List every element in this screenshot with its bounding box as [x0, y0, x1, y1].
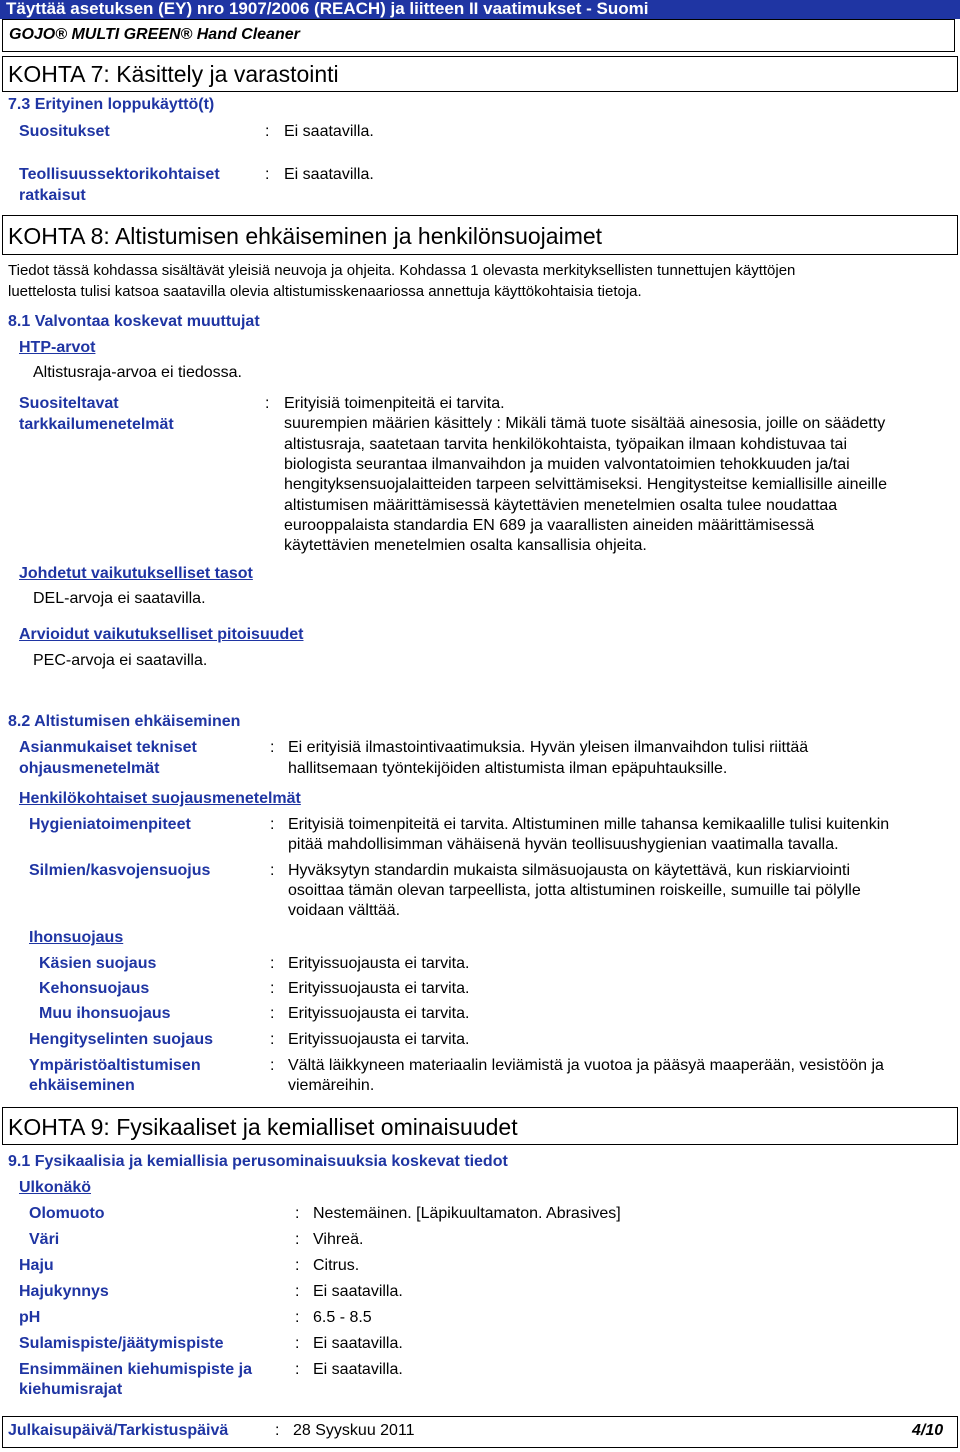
colon: :: [270, 980, 275, 997]
section8-title: KOHTA 8: Altistumisen ehkäiseminen ja henkilönsuojaimet: [8, 223, 603, 249]
revision-date-label: Julkaisupäivä/Tarkistuspäivä: [8, 1422, 229, 1439]
industry-solutions-label-line2: ratkaisut: [19, 187, 86, 204]
boiling-point-label-line1: Ensimmäinen kiehumispiste ja: [19, 1361, 252, 1378]
engineering-controls-label-line2: ohjausmenetelmät: [19, 760, 160, 777]
odor-threshold-label: Hajukynnys: [19, 1283, 109, 1300]
appearance-heading: Ulkonäkö: [19, 1179, 92, 1196]
page-number: 4/10: [912, 1422, 944, 1439]
monitoring-line: hengityksensuojalaitteiden tarpeen selvittämiseksi. Hengitysteitse kemiallisille aineille: [284, 476, 887, 494]
colon: :: [295, 1361, 300, 1378]
colon: :: [270, 816, 275, 833]
color-label: Väri: [29, 1231, 60, 1248]
htp-values-text: Altistusraja-arvoa ei tiedossa.: [33, 364, 242, 381]
colon: :: [265, 123, 270, 140]
monitoring-line: biologista seurantaa ilmanvaihdon ja muiden valvontatoimien tehokkuuden ja/tai: [284, 455, 850, 473]
section8-intro-line1: Tiedot tässä kohdassa sisältävät yleisiä neuvoja ja ohjeita. Kohdassa 1 olevasta merkityksellisten tunnettujen käyttöjen: [8, 262, 796, 279]
subsection-8-1-title: 8.1 Valvontaa koskevat muuttujat: [8, 313, 260, 330]
ph-label: pH: [19, 1309, 41, 1326]
environmental-exposure-label-line1: Ympäristöaltistumisen: [29, 1057, 201, 1074]
industry-solutions-value: Ei saatavilla.: [284, 166, 374, 183]
hygiene-line: Erityisiä toimenpiteitä ei tarvita. Altistuminen mille tahansa kemikaalille tulisi kuitenkin: [288, 816, 890, 833]
colon: :: [295, 1283, 300, 1300]
eye-protection-line: Hyväksytyn standardin mukaista silmäsuojausta on käytettävä, kun riskiarviointi: [288, 862, 851, 879]
odor-value: Citrus.: [313, 1257, 360, 1274]
product-name-box: [2, 19, 955, 52]
regulation-title: Täyttää asetuksen (EY) nro 1907/2006 (REACH) ja liitteen II vaatimukset - Suomi: [6, 0, 649, 18]
color-value: Vihreä.: [313, 1231, 364, 1248]
colon: :: [270, 739, 275, 756]
pec-text: PEC-arvoja ei saatavilla.: [33, 652, 208, 669]
colon: :: [295, 1335, 300, 1352]
recommendations-value: Ei saatavilla.: [284, 123, 374, 140]
melting-point-value: Ei saatavilla.: [313, 1335, 403, 1352]
environmental-exposure-line: Vältä läikkyneen materiaalin leviämistä ja vuotoa ja pääsyä maaperään, vesistöön ja: [288, 1057, 884, 1074]
skin-protection-heading: Ihonsuojaus: [29, 929, 124, 946]
respiratory-protection-value: Erityissuojausta ei tarvita.: [288, 1031, 470, 1048]
personal-protection-heading: Henkilökohtaiset suojausmenetelmät: [19, 790, 301, 807]
hand-protection-value: Erityissuojausta ei tarvita.: [288, 955, 470, 972]
colon: :: [270, 1057, 275, 1074]
colon: :: [295, 1309, 300, 1326]
monitoring-line: eurooppalaista standardia EN 689 ja vaarallisten aineiden määrittämisessä: [284, 516, 815, 534]
physical-state-label: Olomuoto: [29, 1205, 105, 1222]
monitoring-label-line1: Suositeltavat: [19, 395, 119, 412]
colon: :: [270, 1005, 275, 1022]
colon: :: [270, 955, 275, 972]
ph-value: 6.5 - 8.5: [313, 1309, 372, 1326]
section7-title: KOHTA 7: Käsittely ja varastointi: [8, 61, 339, 87]
subsection-7-3-title: 7.3 Erityinen loppukäyttö(t): [8, 96, 215, 113]
colon: :: [270, 1031, 275, 1048]
monitoring-label-line2: tarkkailumenetelmät: [19, 416, 174, 433]
colon: :: [295, 1231, 300, 1248]
footer-colon: :: [275, 1422, 280, 1439]
subsection-8-2-title: 8.2 Altistumisen ehkäiseminen: [8, 713, 241, 730]
industry-solutions-label-line1: Teollisuussektorikohtaiset: [19, 166, 220, 183]
monitoring-line: Erityisiä toimenpiteitä ei tarvita.: [284, 395, 505, 412]
del-text: DEL-arvoja ei saatavilla.: [33, 590, 206, 607]
section9-title: KOHTA 9: Fysikaaliset ja kemialliset ominaisuudet: [8, 1114, 518, 1140]
other-skin-protection-value: Erityissuojausta ei tarvita.: [288, 1005, 470, 1022]
boiling-point-value: Ei saatavilla.: [313, 1361, 403, 1378]
htp-values-heading: HTP-arvot: [19, 339, 96, 356]
recommendations-label: Suositukset: [19, 123, 110, 140]
hand-protection-label: Käsien suojaus: [39, 955, 157, 972]
revision-date-value: 28 Syyskuu 2011: [293, 1422, 415, 1439]
odor-label: Haju: [19, 1257, 54, 1274]
product-name: GOJO® MULTI GREEN® Hand Cleaner: [9, 26, 300, 43]
odor-threshold-value: Ei saatavilla.: [313, 1283, 403, 1300]
engineering-controls-line: hallitsemaan työntekijöiden altistumista ilman epäpuhtauksille.: [288, 760, 728, 777]
colon: :: [270, 862, 275, 879]
colon: :: [265, 166, 270, 183]
boiling-point-label-line2: kiehumisrajat: [19, 1381, 123, 1398]
other-skin-protection-label: Muu ihonsuojaus: [39, 1005, 171, 1022]
pec-heading: Arvioidut vaikutukselliset pitoisuudet: [19, 626, 304, 643]
eye-protection-line: osoittaa tämän olevan tarpeellista, jotta altistuminen roiskeille, sumuille tai pölylle: [288, 882, 861, 899]
monitoring-line: altistumisen määrittämisessä käytettävien menetelmien osalta tulee noudattaa: [284, 496, 838, 514]
colon: :: [265, 395, 270, 412]
monitoring-line: suurempien määrien käsittely : Mikäli tämä tuote sisältää ainesosia, joille on säädetty: [284, 415, 886, 433]
del-heading: Johdetut vaikutukselliset tasot: [19, 565, 253, 582]
body-protection-label: Kehonsuojaus: [39, 980, 150, 997]
hygiene-line: pitää mahdollisimman vähäisenä hyvän teollisuushygienian vaatimalla tavalla.: [288, 836, 839, 853]
subsection-9-1-title: 9.1 Fysikaalisia ja kemiallisia perusominaisuuksia koskevat tiedot: [8, 1153, 508, 1170]
body-protection-value: Erityissuojausta ei tarvita.: [288, 980, 470, 997]
monitoring-line: altistusraja, saatetaan tarvita henkilökohtaista, työpaikan ilmaan kohdistuvaa tai: [284, 435, 847, 453]
environmental-exposure-line: viemäreihin.: [288, 1077, 375, 1094]
colon: :: [295, 1257, 300, 1274]
hygiene-label: Hygieniatoimenpiteet: [29, 816, 191, 833]
colon: :: [295, 1205, 300, 1222]
document-header-bar: [0, 0, 960, 19]
monitoring-line: käytettävien menetelmien osalta kansallisia ohjeita.: [284, 537, 647, 555]
physical-state-value: Nestemäinen. [Läpikuultamaton. Abrasives]: [313, 1205, 621, 1222]
section8-intro-line2: luettelosta tulisi katsoa saatavilla olevia altistumisskenaariossa annettuja käyttökohtaisia tietoja.: [8, 283, 642, 300]
respiratory-protection-label: Hengityselinten suojaus: [29, 1031, 214, 1048]
engineering-controls-line: Ei erityisiä ilmastointivaatimuksia. Hyvän yleisen ilmanvaihdon tulisi riittää: [288, 739, 809, 756]
environmental-exposure-label-line2: ehkäiseminen: [29, 1077, 135, 1094]
eye-protection-label: Silmien/kasvojensuojus: [29, 862, 211, 879]
engineering-controls-label-line1: Asianmukaiset tekniset: [19, 739, 197, 756]
eye-protection-line: voidaan välttää.: [288, 902, 401, 919]
melting-point-label: Sulamispiste/jäätymispiste: [19, 1335, 224, 1352]
